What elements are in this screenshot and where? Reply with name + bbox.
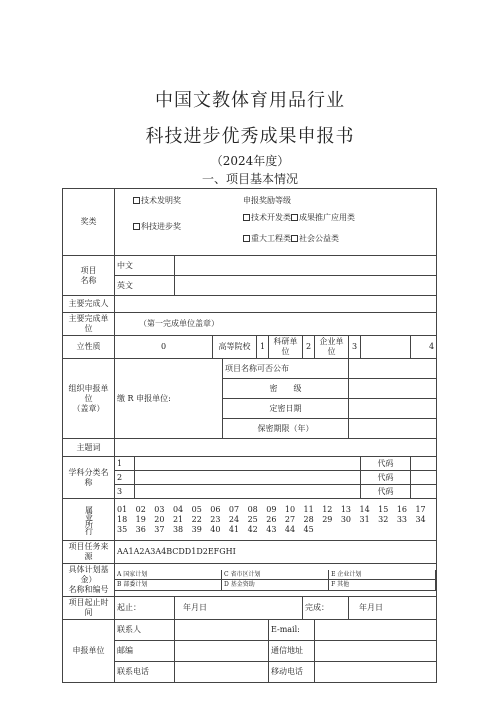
industry-code-blank [341, 525, 360, 535]
checkbox[interactable] [243, 235, 250, 242]
nature-value-1[interactable]: 1 [257, 336, 269, 359]
secret-date-field[interactable] [349, 399, 437, 419]
nature-option-university: 高等院校 [213, 336, 257, 359]
main-people-label: 主要完成人 [63, 296, 115, 313]
industry-code[interactable]: 22 [191, 514, 202, 524]
source-label: 项目任务来源 [63, 541, 115, 564]
industry-code[interactable]: 24 [228, 514, 240, 524]
public-field[interactable] [349, 359, 437, 379]
start-label: 起止： [115, 597, 175, 620]
secret-label: 密 级 [223, 379, 349, 399]
nature-label: 立性质 [63, 336, 115, 359]
code-label-2: 代码 [361, 471, 411, 485]
award-options: 技术发明奖 申报奖励等级 技术开发类 成果推广应用类 科技进步奖 重大工程类 社会公益类 [115, 189, 437, 256]
title-line1: 中国文教体育用品行业 [155, 90, 345, 111]
zh-name-field[interactable] [175, 256, 437, 276]
fund-option-b[interactable]: B 部委计划 [115, 580, 222, 591]
industry-code[interactable]: 34 [415, 514, 426, 524]
checkbox[interactable] [133, 197, 140, 204]
industry-code[interactable]: 39 [191, 524, 202, 534]
nature-value-4[interactable]: 4 [411, 336, 437, 359]
industry-code[interactable]: 13 [340, 504, 352, 514]
industry-code-blank [360, 525, 379, 535]
industry-code[interactable]: 08 [247, 504, 258, 514]
industry-code[interactable]: 05 [191, 504, 202, 514]
contact-field[interactable] [175, 620, 269, 641]
checkbox[interactable] [291, 235, 298, 242]
industry-code[interactable]: 27 [284, 514, 296, 524]
industry-code[interactable]: 20 [154, 514, 165, 524]
industry-code[interactable]: 40 [210, 524, 221, 534]
project-name-label: 项目 名称 [63, 256, 115, 296]
fund-option-e[interactable]: E 企业计划 [329, 570, 436, 581]
award-label: 奖类 [63, 189, 115, 256]
industry-code[interactable]: 03 [154, 504, 165, 514]
section-heading: 一、项目基本情况 [201, 172, 298, 186]
period-label: 项目起止时间 [63, 597, 115, 620]
nature-option-research: 科研单位 [269, 336, 303, 359]
code-label-1: 代码 [361, 457, 411, 471]
code-field-1[interactable] [411, 457, 437, 471]
industry-code[interactable]: 29 [322, 514, 333, 524]
phone-label: 联系电话 [115, 662, 175, 683]
industry-code[interactable]: 23 [210, 514, 221, 524]
discipline-row-1: 1 [115, 457, 135, 471]
nature-option-enterprise: 企业单位 [315, 336, 349, 359]
finish-date-field[interactable]: 年月日 [349, 597, 437, 620]
main-unit-label: 主要完成单位 [63, 313, 115, 336]
secret-field[interactable] [349, 379, 437, 399]
checkbox[interactable] [133, 223, 140, 230]
mobile-label: 移动电话 [269, 662, 315, 683]
email-label: E-mail: [269, 620, 315, 641]
industry-code[interactable]: 02 [135, 504, 146, 514]
industry-code[interactable]: 01 [117, 504, 128, 514]
industry-codes[interactable] [115, 499, 437, 541]
industry-code[interactable]: 26 [266, 514, 277, 524]
industry-code[interactable]: 09 [266, 504, 277, 514]
code-label-3: 代码 [361, 485, 411, 499]
industry-code[interactable]: 30 [340, 514, 352, 524]
industry-code[interactable]: 28 [303, 514, 314, 524]
keywords-field[interactable] [115, 439, 437, 457]
secret-date-label: 定密日期 [223, 399, 349, 419]
mobile-field[interactable] [315, 662, 437, 683]
discipline-field-1[interactable] [135, 457, 361, 471]
industry-code[interactable]: 38 [172, 524, 184, 534]
zip-label: 邮编 [115, 641, 175, 662]
finish-label: 完成： [303, 597, 349, 620]
nature-value-2[interactable]: 2 [303, 336, 315, 359]
industry-code[interactable]: 04 [172, 504, 184, 514]
fund-options[interactable] [115, 564, 437, 597]
industry-label: 属业所行 [63, 499, 115, 541]
industry-code[interactable]: 25 [247, 514, 258, 524]
phone-field[interactable] [175, 662, 269, 683]
fund-option-a[interactable]: A 国家计划 [115, 570, 222, 581]
nature-option-blank [361, 336, 411, 359]
public-label: 项目名称可否公布 [223, 359, 349, 379]
industry-code[interactable]: 36 [135, 524, 146, 534]
discipline-row-3: 3 [115, 485, 135, 499]
keywords-label: 主题词 [63, 439, 115, 457]
zh-label: 中文 [115, 256, 175, 276]
industry-code[interactable]: 35 [117, 524, 128, 534]
year-label: （2024年度） [210, 154, 290, 168]
industry-code[interactable]: 37 [154, 524, 165, 534]
industry-code-blank [415, 525, 434, 535]
industry-code[interactable]: 42 [247, 524, 258, 534]
industry-code[interactable]: 21 [172, 514, 184, 524]
address-label: 通信地址 [269, 641, 315, 662]
checkbox[interactable] [243, 214, 250, 221]
industry-code[interactable]: 43 [266, 524, 277, 534]
industry-code-blank [397, 525, 416, 535]
fund-option-d[interactable]: D 基金资助 [222, 580, 329, 591]
secret-period-field[interactable] [349, 419, 437, 439]
industry-code[interactable]: 16 [396, 504, 407, 514]
start-date-field[interactable]: 年月日 [175, 597, 303, 620]
main-people-field[interactable] [115, 296, 437, 313]
fund-option-c[interactable]: C 省市区计划 [222, 570, 329, 581]
contact-label: 联系人 [115, 620, 175, 641]
source-value[interactable]: AA1A2A3A4BCDD1D2EFGHI [115, 541, 437, 564]
discipline-row-2: 2 [115, 471, 135, 485]
industry-code[interactable]: 44 [284, 524, 296, 534]
industry-code[interactable]: 41 [228, 524, 240, 534]
industry-code[interactable]: 32 [378, 514, 389, 524]
industry-code[interactable]: 17 [415, 504, 426, 514]
industry-code[interactable]: 07 [228, 504, 240, 514]
email-field[interactable] [315, 620, 437, 641]
zip-field[interactable] [175, 641, 269, 662]
nature-value-3[interactable]: 3 [349, 336, 361, 359]
fund-option-f[interactable]: F 其他 [329, 580, 436, 591]
industry-code-blank [378, 525, 397, 535]
discipline-label: 学科分类名称 [63, 457, 115, 499]
main-unit-hint[interactable]: （第一完成单位盖章） [115, 313, 437, 336]
industry-code[interactable]: 12 [322, 504, 333, 514]
industry-code[interactable]: 14 [359, 504, 370, 514]
org-unit-hint[interactable]: 缴 R 申报单位: [115, 359, 223, 439]
en-name-field[interactable] [175, 276, 437, 296]
checkbox[interactable] [291, 214, 298, 221]
industry-code[interactable]: 06 [210, 504, 221, 514]
secret-period-label: 保密期限（年） [223, 419, 349, 439]
discipline-field-3[interactable] [135, 485, 361, 499]
industry-code[interactable]: 45 [303, 524, 314, 534]
award-level-label: 申报奖励等级 [243, 196, 291, 205]
industry-code[interactable]: 11 [303, 504, 314, 514]
code-field-2[interactable] [411, 471, 437, 485]
applicant-label: 申报单位 [63, 620, 115, 683]
industry-code-blank [322, 525, 341, 535]
title-line2: 科技进步优秀成果申报书 [145, 126, 355, 147]
en-label: 英文 [115, 276, 175, 296]
industry-code[interactable]: 19 [135, 514, 146, 524]
industry-code[interactable]: 10 [284, 504, 296, 514]
fund-label: 具体计划基金） 名称和编号 [63, 564, 115, 597]
industry-code[interactable]: 33 [396, 514, 407, 524]
industry-code[interactable]: 15 [378, 504, 389, 514]
application-form [62, 188, 437, 683]
industry-code[interactable]: 31 [359, 514, 370, 524]
address-field[interactable] [315, 641, 437, 662]
industry-code[interactable]: 18 [117, 514, 128, 524]
discipline-field-2[interactable] [135, 471, 361, 485]
code-field-3[interactable] [411, 485, 437, 499]
nature-value-0[interactable]: 0 [115, 336, 213, 359]
org-unit-label: 组织申报单位 （盖章） [63, 359, 115, 439]
